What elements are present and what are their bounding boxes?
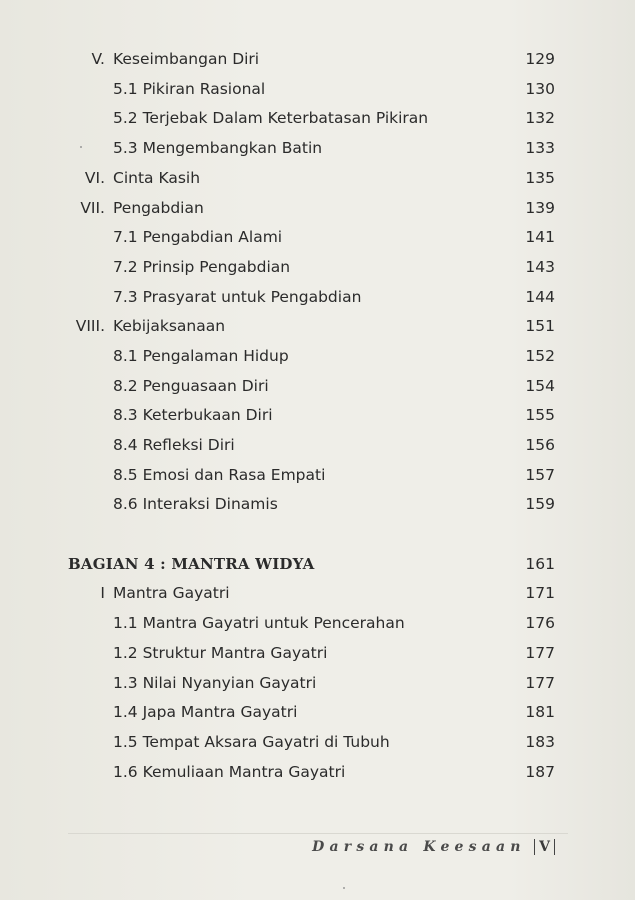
toc-subsection-row [0,611,635,635]
toc-page-number: 139 [525,199,555,217]
toc-page-number: 177 [525,674,555,692]
toc-chapter-row [0,166,635,190]
toc-number: VII. [80,199,105,217]
toc-page-number: 133 [525,139,555,157]
toc-number: VI. [84,169,105,187]
toc-page-number: 181 [525,703,555,721]
toc-title: 1.6 Kemuliaan Mantra Gayatri [113,763,346,781]
toc-page-number: 135 [525,169,555,187]
toc-subsection-row [0,671,635,695]
paper-speck [80,146,82,148]
toc-title: 8.3 Keterbukaan Diri [113,406,273,424]
toc-page-number: 156 [525,436,555,454]
toc-title: Mantra Gayatri [113,584,230,602]
toc-subsection-row [0,760,635,784]
toc-page-number: 130 [525,80,555,98]
footer-page-number: V [539,839,550,855]
toc-page-number: 141 [525,228,555,246]
toc-page-number: 187 [525,763,555,781]
toc-subsection-row [0,374,635,398]
footer-separator-left [534,839,535,855]
toc-title: BAGIAN 4 : MANTRA WIDYA [68,555,315,573]
toc-subsection-row [0,463,635,487]
toc-title: Keseimbangan Diri [113,50,260,68]
toc-title: 1.5 Tempat Aksara Gayatri di Tubuh [113,733,390,751]
toc-subsection-row [0,77,635,101]
toc-chapter-row [0,314,635,338]
toc-title: 7.2 Prinsip Pengabdian [113,258,291,276]
toc-title: 8.5 Emosi dan Rasa Empati [113,466,326,484]
toc-page-number: 144 [525,288,555,306]
toc-page-number: 154 [525,377,555,395]
footer-separator-right [554,839,555,855]
toc-page-number: 161 [525,555,555,573]
toc-subsection-row [0,344,635,368]
toc-title: Cinta Kasih [113,169,201,187]
paper-speck [343,887,345,889]
toc-title: Pengabdian [113,199,204,217]
toc-subsection-row [0,136,635,160]
toc-page-number: 176 [525,614,555,632]
toc-subsection-row [0,255,635,279]
toc-number: I [100,584,105,602]
toc-page-number: 155 [525,406,555,424]
toc-subsection-row [0,492,635,516]
toc-page-number: 151 [525,317,555,335]
toc-page-number: 159 [525,495,555,513]
page-footer [312,836,559,858]
toc-number: VIII. [75,317,105,335]
toc-page-number: 143 [525,258,555,276]
toc-page-number: 129 [525,50,555,68]
toc-title: 5.1 Pikiran Rasional [113,80,266,98]
toc-chapter-row [0,47,635,71]
toc-subsection-row [0,106,635,130]
toc-section-heading [0,552,635,576]
toc-subsection-row [0,433,635,457]
toc-title: 8.2 Penguasaan Diri [113,377,269,395]
toc-title: 1.3 Nilai Nyanyian Gayatri [113,674,317,692]
footer-book-title: Darsana Keesaan [312,839,526,855]
toc-title: Kebijaksanaan [113,317,226,335]
toc-subsection-row [0,700,635,724]
toc-title: 1.4 Japa Mantra Gayatri [113,703,298,721]
toc-chapter-row [0,196,635,220]
toc-page-number: 183 [525,733,555,751]
toc-page-number: 157 [525,466,555,484]
toc-subsection-row [0,730,635,754]
toc-subsection-row [0,225,635,249]
toc-title: 7.3 Prasyarat untuk Pengabdian [113,288,362,306]
toc-title: 7.1 Pengabdian Alami [113,228,283,246]
toc-page-number: 177 [525,644,555,662]
toc-title: 1.1 Mantra Gayatri untuk Pencerahan [113,614,405,632]
toc-title: 8.4 Refleksi Diri [113,436,235,454]
toc-page-number: 152 [525,347,555,365]
toc-title: 8.6 Interaksi Dinamis [113,495,278,513]
toc-subsection-row [0,403,635,427]
toc-title: 8.1 Pengalaman Hidup [113,347,289,365]
toc-title: 5.2 Terjebak Dalam Keterbatasan Pikiran [113,109,429,127]
toc-title: 1.2 Struktur Mantra Gayatri [113,644,328,662]
toc-page-number: 132 [525,109,555,127]
footer-divider [68,833,568,834]
toc-subsection-row [0,285,635,309]
toc-title: 5.3 Mengembangkan Batin [113,139,323,157]
toc-subsection-row [0,641,635,665]
toc-number: V. [91,50,105,68]
toc-chapter-row [0,581,635,605]
toc-page-number: 171 [525,584,555,602]
